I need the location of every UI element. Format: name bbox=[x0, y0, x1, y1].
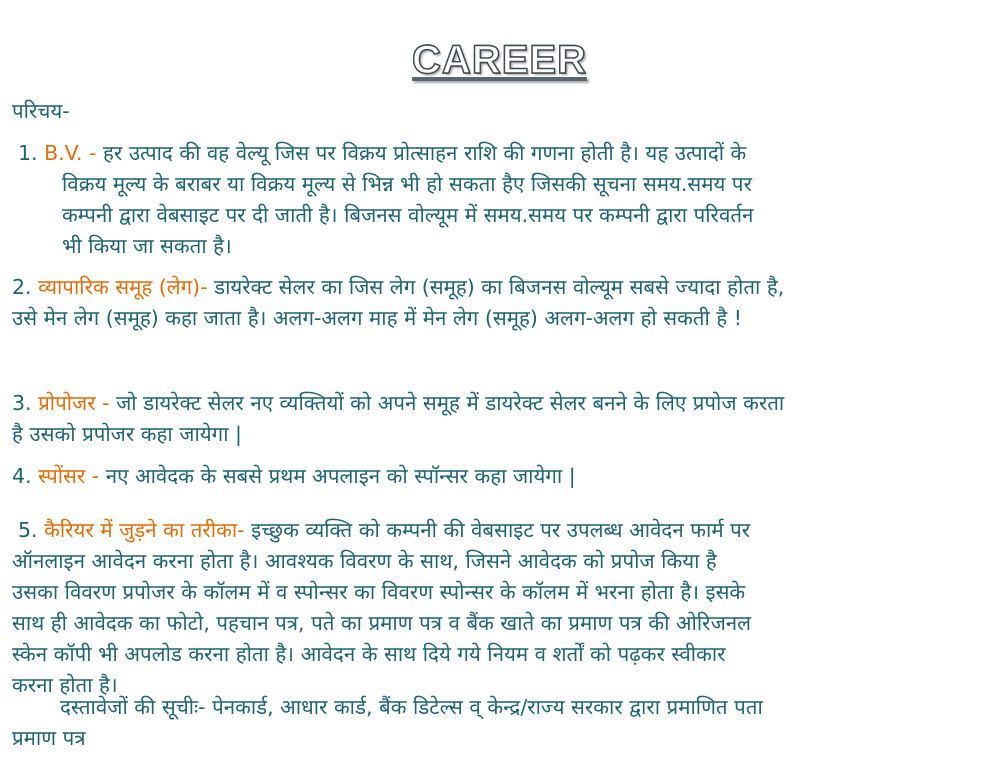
item-5-number: 5. bbox=[18, 518, 38, 542]
item-2-first-line bbox=[12, 272, 784, 303]
item-1-line-3: कम्पनी द्वारा वेबसाइट पर दी जाती है। बिजनस वोल्यूम में समय.समय पर कम्पनी द्वारा परिवर्तन bbox=[62, 203, 754, 227]
item-5-joining bbox=[12, 515, 752, 701]
item-5-line-2: ऑनलाइन आवेदन करना होता है। आवश्यक विवरण के साथ, जिसने आवेदक को प्रपोज किया है bbox=[12, 549, 717, 573]
item-2-term: व्यापारिक समूह (लेग)- bbox=[38, 275, 208, 299]
item-3-term: प्रोपोजर - bbox=[38, 391, 110, 415]
item-5-line-4: साथ ही आवेदक का फोटो, पहचान पत्र, पते का प्रमाण पत्र व बैंक खाते का प्रमाण पत्र की ओरिजनल bbox=[12, 611, 752, 635]
item-1-line-2: विक्रय मूल्य के बराबर या विक्रय मूल्य से भिन्न भी हो सकता हैए जिसकी सूचना समय.समय पर bbox=[62, 172, 752, 196]
item-2-line-2: उसे मेन लेग (समूह) कहा जाता है। अलग-अलग माह में मेन लेग (समूह) अलग-अलग हो सकती है ! bbox=[12, 306, 742, 330]
item-3-number: 3. bbox=[12, 391, 32, 415]
item-5-line-6: करना होता है। bbox=[12, 673, 118, 697]
item-1-term: B.V. - bbox=[44, 141, 97, 165]
documents-line-1: दस्तावेजों की सूचीः- पेनकार्ड, आधार कार्ड, बैंक डिटेल्स व् केन्द्र/राज्य सरकार द्वारा प्रमाणित पता bbox=[60, 695, 763, 719]
item-5-line-5: स्केन कॉपी भी अपलोड करना होता है। आवेदन के साथ दिये गये नियम व शर्तों को पढ़कर स्वीकार bbox=[12, 642, 726, 666]
item-1-first-line bbox=[18, 138, 753, 169]
item-4-term: स्पोंसर - bbox=[38, 464, 100, 488]
item-4-first-line bbox=[12, 461, 576, 492]
item-1-bv bbox=[18, 138, 753, 262]
item-5-line-1: इच्छुक व्यक्ति को कम्पनी की वेबसाइट पर उपलब्ध आवेदन फार्म पर bbox=[251, 518, 751, 542]
item-5-line-3: उसका विवरण प्रपोजर के कॉलम में व स्पोन्सर का विवरण स्पोन्सर के कॉलम में भरना होता है। इसके bbox=[12, 580, 746, 604]
documents-list bbox=[12, 692, 763, 754]
item-3-proposer bbox=[12, 388, 784, 450]
item-2-number: 2. bbox=[12, 275, 32, 299]
item-1-number: 1. bbox=[18, 141, 38, 165]
item-5-first-line bbox=[18, 515, 751, 546]
item-4-number: 4. bbox=[12, 464, 32, 488]
item-2-line-1: डायरेक्ट सेलर का जिस लेग (समूह) का बिजनस वोल्यूम सबसे ज्यादा होता है, bbox=[214, 275, 785, 299]
item-1-line-4: भी किया जा सकता है। bbox=[62, 234, 232, 258]
item-3-line-1: जो डायरेक्ट सेलर नए व्यक्तियों को अपने समूह में डायरेक्ट सेलर बनने के लिए प्रपोज करता bbox=[116, 391, 785, 415]
item-3-first-line bbox=[12, 388, 784, 419]
item-2-leg bbox=[12, 272, 784, 334]
page-title: CAREER bbox=[412, 38, 587, 82]
item-3-line-2: है उसको प्रपोजर कहा जायेगा | bbox=[12, 422, 242, 446]
item-5-term: कैरियर में जुड़ने का तरीका- bbox=[44, 518, 245, 542]
documents-line-2: प्रमाण पत्र bbox=[12, 726, 86, 750]
item-1-line-1: हर उत्पाद की वह वेल्यू जिस पर विक्रय प्रोत्साहन राशि की गणना होती है। यह उत्पादों के bbox=[103, 141, 747, 165]
item-4-sponsor bbox=[12, 461, 576, 492]
item-4-line-1: नए आवेदक के सबसे प्रथम अपलाइन को स्पॉन्सर कहा जायेगा | bbox=[105, 464, 576, 488]
intro-heading: परिचय- bbox=[12, 99, 70, 123]
